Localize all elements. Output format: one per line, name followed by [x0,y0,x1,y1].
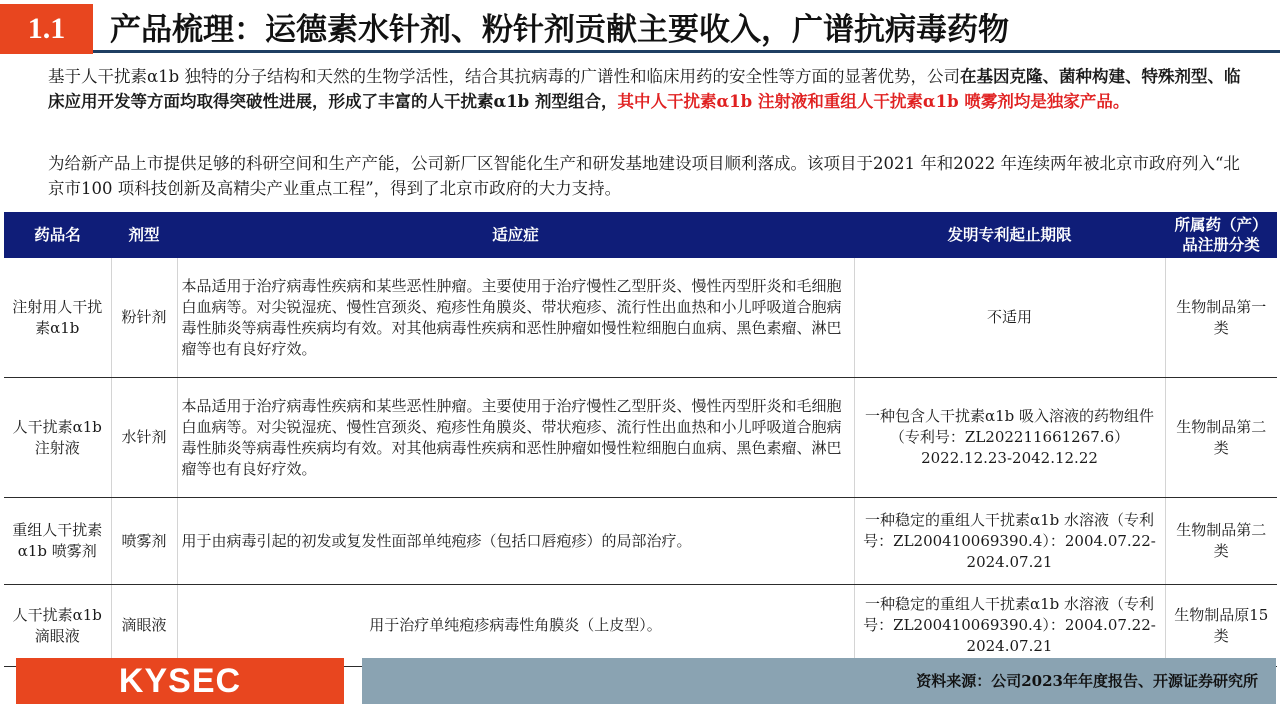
cell-drug: 注射用人干扰素α1b [4,258,111,378]
cell-patent: 一种稳定的重组人干扰素α1b 水溶液（专利号：ZL200410069390.4）：2004.07.22-2024.07.21 [854,498,1165,585]
cell-form: 滴眼液 [111,585,177,667]
kysec-logo [16,658,344,704]
section-number: 1.1 [0,4,93,54]
source-note: 资料来源：公司2023年年度报告、开源证券研究所 [916,672,1258,690]
cell-indication: 用于治疗单纯疱疹病毒性角膜炎（上皮型）。 [177,585,854,667]
cell-category: 生物制品第一类 [1165,258,1277,378]
cell-category: 生物制品原15 类 [1165,585,1277,667]
header-form: 剂型 [111,212,177,258]
intro-text-normal: 基于人干扰素α1b 独特的分子结构和天然的生物学活性，结合其抗病毒的广谱性和临床用药的安全性等方面的显著优势，公司 [48,67,960,86]
cell-form: 喷雾剂 [111,498,177,585]
cell-drug: 人干扰素α1b 滴眼液 [4,585,111,667]
cell-drug: 人干扰素α1b 注射液 [4,378,111,498]
header-category: 所属药（产）品注册分类 [1165,212,1277,258]
cell-drug: 重组人干扰素α1b 喷雾剂 [4,498,111,585]
page-title: 产品梳理：运德素水针剂、粉针剂贡献主要收入，广谱抗病毒药物 [110,12,1009,48]
cell-category: 生物制品第二类 [1165,378,1277,498]
table-row [4,378,1277,498]
header-indication: 适应症 [177,212,854,258]
table-row [4,498,1277,585]
cell-patent: 一种包含人干扰素α1b 吸入溶液的药物组件（专利号：ZL202211661267.6）2022.12.23-2042.12.22 [854,378,1165,498]
cell-form: 水针剂 [111,378,177,498]
logo-text: KYSEC [118,661,242,700]
table-row [4,585,1277,667]
cell-category: 生物制品第二类 [1165,498,1277,585]
cell-indication: 本品适用于治疗病毒性疾病和某些恶性肿瘤。主要使用于治疗慢性乙型肝炎、慢性丙型肝炎和毛细胞白血病等。对尖锐湿疣、慢性宫颈炎、疱疹性角膜炎、带状疱疹、流行性出血热和小儿呼吸道合胞病毒性肺炎等病毒性疾病均有效。对其他病毒性疾病和恶性肿瘤如慢性粒细胞白血病、黑色素瘤、淋巴瘤等也有良好疗效。 [177,378,854,498]
cell-patent: 不适用 [854,258,1165,378]
cell-indication: 本品适用于治疗病毒性疾病和某些恶性肿瘤。主要使用于治疗慢性乙型肝炎、慢性丙型肝炎和毛细胞白血病等。对尖锐湿疣、慢性宫颈炎、疱疹性角膜炎、带状疱疹、流行性出血热和小儿呼吸道合胞病毒性肺炎等病毒性疾病均有效。对其他病毒性疾病和恶性肿瘤如慢性粒细胞白血病、黑色素瘤、淋巴瘤等也有良好疗效。 [177,258,854,378]
product-table [4,212,1277,667]
intro-paragraph-1 [48,64,1248,114]
cell-indication: 用于由病毒引起的初发或复发性面部单纯疱疹（包括口唇疱疹）的局部治疗。 [177,498,854,585]
cell-patent: 一种稳定的重组人干扰素α1b 水溶液（专利号：ZL200410069390.4）：2004.07.22-2024.07.21 [854,585,1165,667]
intro-text-highlight: 其中人干扰素α1b 注射液和重组人干扰素α1b 喷雾剂均是独家产品。 [617,92,1130,111]
header-drug: 药品名 [4,212,111,258]
table-row [4,258,1277,378]
source-bar [362,658,1276,704]
header-patent: 发明专利起止期限 [854,212,1165,258]
table-header-row [4,212,1277,258]
intro-paragraph-2: 为给新产品上市提供足够的科研空间和生产产能，公司新厂区智能化生产和研发基地建设项目顺利落成。该项目于2021 年和2022 年连续两年被北京市政府列入“北京市100 项科技创新及高精尖产业重点工程”，得到了北京市政府的大力支持。 [48,154,1240,198]
title-underline [93,50,1280,53]
cell-form: 粉针剂 [111,258,177,378]
intro-text-bold: 在基因克隆、菌种构建、特殊剂型、临床应用开发等方面均取得突破性进展，形成了丰富的人干扰素α1b 剂型组合， [48,67,1241,111]
